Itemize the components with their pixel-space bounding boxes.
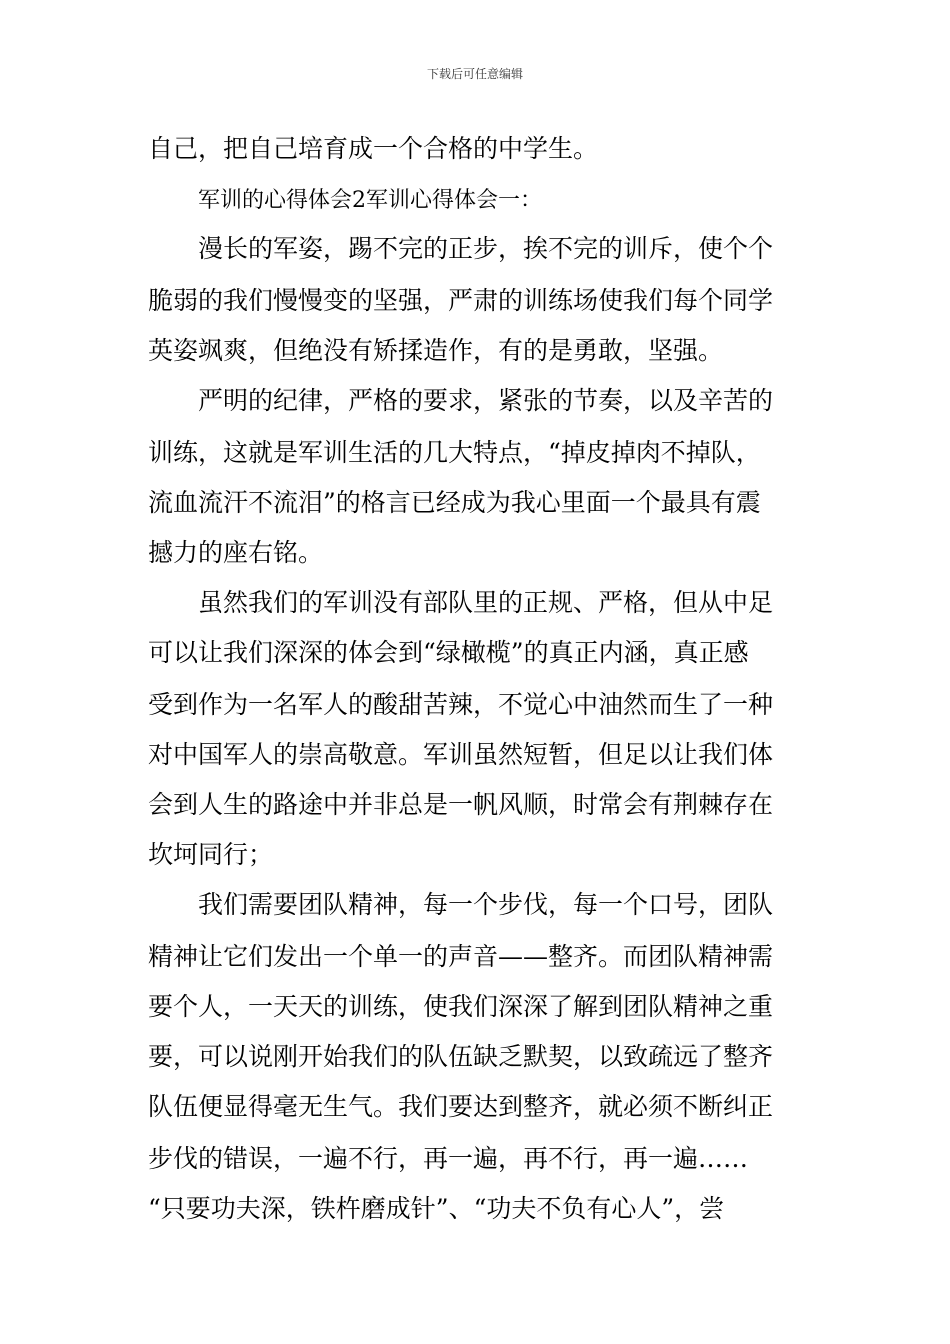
- text-line: 可以让我们深深的体会到“绿橄榄”的真正内涵，真正感: [148, 638, 749, 667]
- text-line: “只要功夫深，铁杵磨成针”、“功夫不负有心人”，尝: [148, 1194, 725, 1223]
- text-line: 要，可以说刚开始我们的队伍缺乏默契，以致疏远了整齐: [148, 1042, 774, 1071]
- text-line: 队伍便显得毫无生气。我们要达到整齐，就必须不断纠正: [148, 1092, 774, 1121]
- page-header: 下载后可任意编辑: [426, 67, 523, 81]
- text-line: 虽然我们的军训没有部队里的正规、严格，但从中足: [198, 588, 774, 617]
- text-line: 对中国军人的崇高敬意。军训虽然短暂，但足以让我们体: [148, 740, 774, 769]
- text-line: 会到人生的路途中并非总是一帆风顺，时常会有荆棘存在: [148, 790, 774, 819]
- text-line: 受到作为一名军人的酸甜苦辣，不觉心中油然而生了一种: [148, 690, 774, 719]
- text-line: 我们需要团队精神，每一个步伐，每一个口号，团队: [198, 890, 774, 919]
- section-heading: 军训的心得体会2军训心得体会一：: [198, 188, 542, 213]
- text-line: 流血流汗不流泪”的格言已经成为我心里面一个最具有震: [148, 488, 761, 517]
- text-line: 要个人，一天天的训练，使我们深深了解到团队精神之重: [148, 992, 774, 1021]
- text-line: 步伐的错误，一遍不行，再一遍，再不行，再一遍……: [148, 1144, 749, 1173]
- text-line: 自己，把自己培育成一个合格的中学生。: [148, 134, 599, 163]
- text-line: 撼力的座右铭。: [148, 538, 324, 567]
- text-line: 严明的纪律，严格的要求，紧张的节奏，以及辛苦的: [198, 386, 774, 415]
- text-line: 精神让它们发出一个单一的声音——整齐。而团队精神需: [148, 942, 774, 971]
- text-line: 漫长的军姿，踢不完的正步，挨不完的训斥，使个个: [198, 234, 774, 263]
- text-line: 脆弱的我们慢慢变的坚强，严肃的训练场使我们每个同学: [148, 286, 774, 315]
- text-line: 英姿飒爽，但绝没有矫揉造作，有的是勇敢，坚强。: [148, 336, 724, 365]
- text-line: 坎坷同行；: [148, 840, 274, 869]
- text-line: 训练，这就是军训生活的几大特点，“掉皮掉肉不掉队，: [148, 438, 761, 467]
